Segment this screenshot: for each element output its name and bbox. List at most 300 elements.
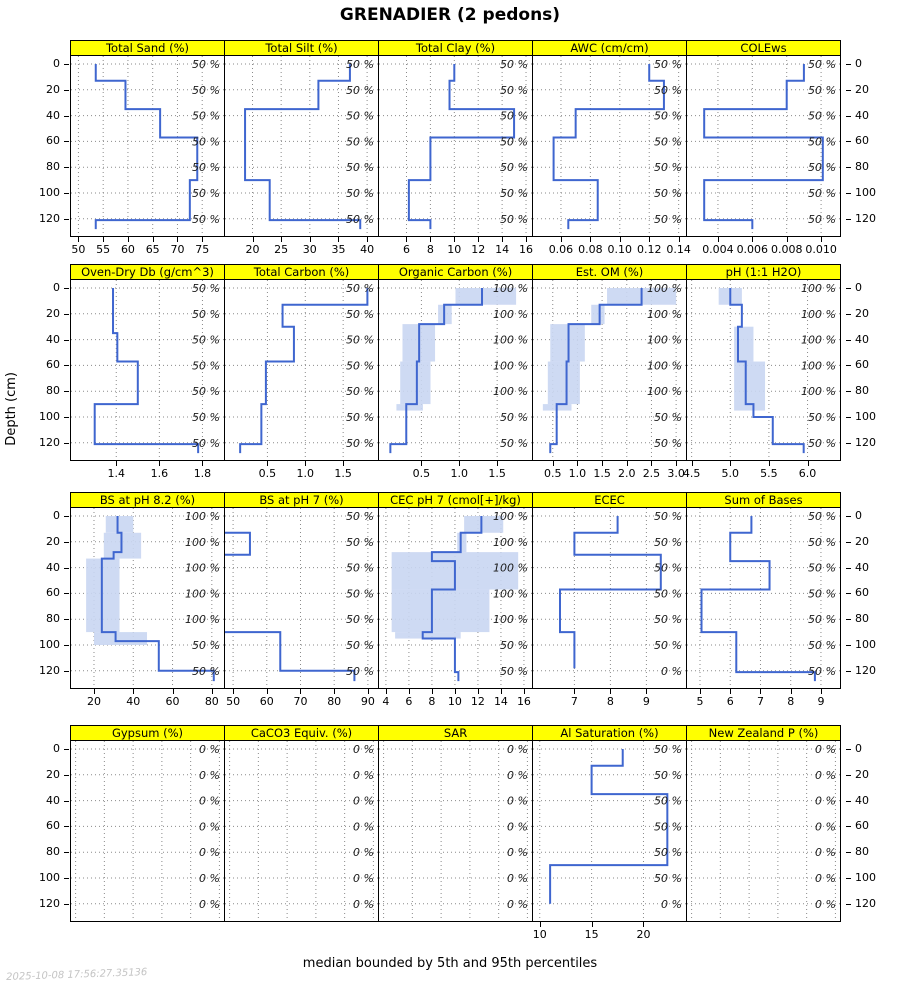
percent-label: 50 % [654, 212, 682, 226]
percent-label: 50 % [346, 359, 374, 373]
percent-label: 50 % [346, 333, 374, 347]
panel-title: BS at pH 8.2 (%) [99, 493, 196, 507]
depth-tick-mark [846, 826, 851, 827]
depth-tick-label: 120 [855, 663, 876, 677]
panel-plot-area [224, 280, 379, 461]
depth-tick-label: 0 [855, 509, 862, 522]
x-tick-mark [478, 237, 479, 242]
x-tick-label: 35 [331, 243, 346, 256]
panel-strip [70, 492, 225, 508]
x-tick-label: 6.0 [798, 467, 817, 480]
x-tick-label: 1.5 [593, 467, 611, 480]
depth-tick-label: 40 [46, 560, 60, 574]
panel-title: COLEws [740, 41, 787, 55]
depth-tick-label: 40 [46, 108, 60, 122]
depth-tick-label: 80 [46, 384, 60, 398]
depth-tick-label: 20 [855, 767, 869, 781]
depth-tick-mark [846, 90, 851, 91]
x-tick-mark [787, 237, 788, 242]
depth-tick-mark [64, 775, 69, 776]
percent-label: 50 % [808, 510, 836, 523]
percent-label: 100 % [493, 535, 528, 549]
panel-ecec [532, 492, 687, 715]
depth-tick-label: 120 [855, 896, 876, 910]
x-tick-label: 0.06 [548, 243, 574, 256]
x-tick-mark [718, 237, 719, 242]
depth-tick-label: 40 [855, 108, 869, 122]
depth-tick-mark [846, 801, 851, 802]
x-tick-label: 15 [584, 928, 599, 941]
percent-label: 100 % [493, 613, 528, 627]
x-tick-mark [646, 689, 647, 694]
panel-canvas [533, 508, 686, 687]
depth-tick-mark [64, 826, 69, 827]
panel-canvas [225, 280, 378, 459]
panel-x-axis [686, 237, 841, 263]
percent-label: 100 % [647, 385, 682, 399]
x-tick-label: 0.006 [736, 243, 769, 256]
panel-x-axis [532, 689, 687, 715]
x-tick-mark [267, 689, 268, 694]
percent-label: 50 % [808, 561, 836, 575]
x-tick-mark [454, 237, 455, 242]
depth-tick-mark [64, 878, 69, 879]
percent-label: 100 % [185, 510, 220, 523]
panel-plot-area [70, 741, 225, 922]
panel-bs-at-ph-7 [224, 492, 379, 715]
x-tick-label: 80 [327, 695, 342, 708]
x-tick-label: 1.4 [107, 467, 125, 480]
x-tick-mark [497, 461, 498, 466]
x-tick-mark [590, 237, 591, 242]
percent-label: 100 % [493, 561, 528, 575]
depth-tick-mark [846, 365, 851, 366]
percent-label: 50 % [654, 613, 682, 627]
percent-label: 50 % [346, 411, 374, 424]
percent-label: 50 % [500, 639, 528, 652]
panel-x-axis [532, 237, 691, 263]
depth-tick-label: 80 [46, 160, 60, 174]
x-tick-mark [651, 461, 652, 466]
panel-canvas [71, 741, 224, 920]
panel-total-sand [70, 40, 225, 263]
x-tick-mark [281, 237, 282, 242]
percent-label: 50 % [192, 58, 220, 71]
x-tick-mark [133, 689, 134, 694]
x-tick-mark [649, 237, 650, 242]
depth-tick-mark [64, 443, 69, 444]
panel-x-axis [532, 461, 687, 487]
x-tick-mark [769, 461, 770, 466]
panel-canvas [687, 280, 840, 459]
percent-label: 50 % [654, 187, 682, 200]
x-tick-mark [700, 689, 701, 694]
panel-strip [686, 492, 841, 508]
percent-label: 50 % [346, 282, 374, 295]
depth-tick-mark [64, 365, 69, 366]
depth-tick-mark [64, 288, 69, 289]
x-tick-mark [173, 689, 174, 694]
depth-tick-mark [64, 749, 69, 750]
percent-label: 0 % [353, 846, 374, 860]
panel-bs-at-ph-8-2 [70, 492, 225, 715]
percent-label: 50 % [346, 385, 374, 399]
x-tick-mark [526, 237, 527, 242]
depth-tick-label: 120 [39, 663, 60, 677]
percent-label: 0 % [353, 820, 374, 834]
x-tick-mark [432, 689, 433, 694]
depth-tick-mark [64, 568, 69, 569]
percentile-band [548, 362, 580, 405]
percent-label: 100 % [647, 282, 682, 295]
depth-tick-label: 60 [855, 358, 869, 372]
panel-row-3 [30, 492, 885, 717]
percent-label: 50 % [654, 510, 682, 523]
percent-label: 50 % [346, 561, 374, 575]
depth-tick-mark [846, 619, 851, 620]
x-tick-label: 16 [516, 695, 531, 708]
percent-label: 100 % [493, 510, 528, 523]
x-tick-label: 0.5 [543, 467, 562, 480]
panel-sar [378, 725, 533, 948]
percent-label: 0 % [815, 846, 836, 860]
panel-canvas [71, 280, 224, 459]
x-tick-label: 14 [493, 695, 508, 708]
percent-label: 50 % [808, 187, 836, 200]
panel-x-axis [686, 689, 841, 715]
percent-label: 50 % [654, 846, 682, 860]
panel-x-axis [224, 237, 379, 263]
x-tick-mark [553, 461, 554, 466]
depth-tick-label: 40 [46, 793, 60, 807]
x-tick-mark [502, 237, 503, 242]
depth-tick-mark [846, 391, 851, 392]
depth-tick-label: 80 [46, 612, 60, 626]
panel-canvas [379, 508, 532, 687]
depth-tick-mark [846, 417, 851, 418]
x-tick-label: 60 [259, 695, 274, 708]
x-tick-mark [430, 237, 431, 242]
percent-label: 50 % [346, 307, 374, 321]
depth-tick-mark [64, 219, 69, 220]
panel-al-saturation [532, 725, 687, 948]
percent-label: 50 % [192, 436, 220, 450]
panel-awc-cm-cm [532, 40, 691, 263]
panel-x-axis [70, 237, 225, 263]
panel-x-axis [70, 922, 225, 948]
panel-title: pH (1:1 H2O) [725, 265, 802, 279]
x-tick-label: 1.6 [150, 467, 169, 480]
percent-label: 0 % [507, 872, 528, 885]
depth-tick-mark [64, 904, 69, 905]
percent-label: 0 % [353, 743, 374, 756]
x-tick-mark [459, 461, 460, 466]
percent-label: 50 % [346, 135, 374, 149]
panel-strip [532, 492, 687, 508]
depth-tick-label: 0 [855, 57, 862, 70]
panel-plot-area [70, 508, 225, 689]
panel-strip [224, 264, 379, 280]
x-tick-mark [540, 922, 541, 927]
panel-x-axis [378, 237, 533, 263]
percent-label: 0 % [199, 846, 220, 860]
depth-tick-mark [846, 568, 851, 569]
depth-tick-mark [846, 645, 851, 646]
median-line [702, 516, 815, 681]
x-tick-mark [78, 237, 79, 242]
panel-gypsum [70, 725, 225, 948]
percent-label: 50 % [654, 872, 682, 885]
percent-label: 50 % [654, 794, 682, 808]
x-tick-mark [455, 689, 456, 694]
percent-label: 50 % [500, 109, 528, 123]
depth-tick-label: 60 [855, 819, 869, 833]
median-line [225, 516, 354, 681]
percent-label: 100 % [185, 561, 220, 575]
x-tick-label: 5.5 [760, 467, 778, 480]
x-tick-label: 14 [495, 243, 510, 256]
percent-label: 50 % [346, 83, 374, 97]
median-line [554, 64, 664, 229]
x-tick-mark [153, 237, 154, 242]
panel-x-axis [70, 461, 225, 487]
x-tick-mark [760, 689, 761, 694]
depth-tick-mark [64, 852, 69, 853]
percent-label: 0 % [199, 743, 220, 756]
percent-label: 0 % [353, 794, 374, 808]
percent-label: 50 % [654, 768, 682, 782]
depth-tick-mark [846, 593, 851, 594]
percent-label: 50 % [192, 664, 220, 678]
x-tick-label: 0.004 [702, 243, 734, 256]
panel-canvas [687, 508, 840, 687]
depth-tick-label: 40 [46, 332, 60, 346]
percent-label: 50 % [346, 212, 374, 226]
x-tick-label: 6 [402, 243, 410, 256]
depth-tick-mark [64, 645, 69, 646]
depth-tick-mark [846, 219, 851, 220]
percent-label: 0 % [507, 743, 528, 756]
depth-tick-label: 80 [46, 845, 60, 859]
depth-tick-mark [64, 340, 69, 341]
panel-title: Est. OM (%) [575, 265, 644, 279]
percent-label: 50 % [500, 161, 528, 175]
percent-label: 50 % [808, 83, 836, 97]
x-tick-label: 0.10 [607, 243, 633, 256]
x-tick-mark [202, 461, 203, 466]
panel-strip [70, 725, 225, 741]
x-tick-label: 8 [606, 695, 614, 708]
x-tick-label: 65 [145, 243, 160, 256]
percent-label: 50 % [500, 212, 528, 226]
percent-label: 50 % [500, 135, 528, 149]
panel-title: Total Clay (%) [415, 41, 496, 55]
percent-label: 50 % [654, 411, 682, 424]
depth-tick-mark [64, 193, 69, 194]
x-tick-mark [501, 689, 502, 694]
depth-axis-left [30, 264, 70, 464]
x-tick-label: 25 [274, 243, 289, 256]
panel-canvas [533, 280, 686, 459]
depth-tick-mark [64, 314, 69, 315]
percent-label: 100 % [493, 587, 528, 601]
percent-label: 100 % [185, 587, 220, 601]
x-tick-label: 2.0 [618, 467, 636, 480]
x-tick-label: 20 [636, 928, 651, 941]
percent-label: 100 % [647, 307, 682, 321]
depth-tick-label: 0 [53, 742, 60, 755]
percent-label: 50 % [654, 561, 682, 575]
x-tick-label: 50 [71, 243, 86, 256]
depth-tick-label: 100 [855, 871, 876, 884]
percent-label: 0 % [815, 872, 836, 885]
panel-strip [224, 40, 379, 56]
x-tick-mark [406, 237, 407, 242]
panel-strip [70, 264, 225, 280]
percent-label: 50 % [654, 587, 682, 601]
percent-label: 50 % [346, 161, 374, 175]
panel-colews [686, 40, 841, 263]
percent-label: 50 % [500, 187, 528, 200]
panel-strip [532, 264, 687, 280]
panel-row-1 [30, 40, 885, 265]
depth-tick-label: 100 [39, 410, 60, 423]
percent-label: 100 % [493, 359, 528, 373]
panel-row-2 [30, 264, 885, 489]
caption: median bounded by 5th and 95th percentiles [302, 956, 598, 971]
panel-canvas [225, 508, 378, 687]
depth-tick-label: 20 [46, 767, 60, 781]
x-tick-label: 0.08 [578, 243, 603, 256]
panel-title: Total Sand (%) [105, 41, 189, 55]
panel-canvas [379, 280, 532, 459]
depth-tick-mark [846, 340, 851, 341]
y-axis-title: Depth (cm) [4, 372, 19, 446]
x-tick-mark [103, 237, 104, 242]
depth-tick-mark [846, 775, 851, 776]
percent-label: 100 % [801, 385, 836, 399]
panel-title: Total Silt (%) [265, 41, 338, 55]
x-tick-label: 60 [165, 695, 180, 708]
x-tick-mark [730, 461, 731, 466]
x-tick-mark [202, 237, 203, 242]
depth-tick-label: 100 [39, 186, 60, 199]
panel-canvas [533, 741, 686, 920]
depth-tick-mark [846, 141, 851, 142]
panel-plot-area [532, 508, 687, 689]
x-tick-mark [620, 237, 621, 242]
percent-label: 50 % [808, 109, 836, 123]
x-tick-mark [116, 461, 117, 466]
x-tick-label: 0.008 [770, 243, 803, 256]
percent-label: 50 % [346, 639, 374, 652]
chart-title: GRENADIER (2 pedons) [339, 5, 561, 25]
percent-label: 50 % [808, 664, 836, 678]
panel-total-clay [378, 40, 533, 263]
x-tick-label: 1.0 [450, 467, 469, 480]
x-tick-label: 4.5 [682, 467, 701, 480]
panel-x-axis [224, 689, 379, 715]
x-tick-label: 40 [360, 243, 375, 256]
x-tick-mark [159, 461, 160, 466]
depth-tick-mark [64, 141, 69, 142]
depth-tick-label: 100 [855, 186, 876, 199]
panel-strip [686, 264, 841, 280]
percent-label: 50 % [192, 109, 220, 123]
x-tick-mark [177, 237, 178, 242]
x-tick-mark [300, 689, 301, 694]
depth-tick-label: 40 [855, 332, 869, 346]
depth-tick-mark [846, 64, 851, 65]
panel-x-axis [378, 922, 533, 948]
depth-tick-label: 20 [855, 82, 869, 96]
depth-tick-mark [846, 193, 851, 194]
x-tick-label: 8 [426, 243, 434, 256]
percent-label: 50 % [346, 664, 374, 678]
x-tick-mark [338, 237, 339, 242]
median-line [96, 64, 198, 229]
percent-label: 50 % [346, 587, 374, 601]
panel-canvas [379, 741, 532, 920]
percent-label: 50 % [346, 58, 374, 71]
median-line [704, 64, 823, 229]
panel-plot-area [378, 280, 533, 461]
panel-x-axis [682, 461, 841, 487]
depth-tick-label: 0 [53, 281, 60, 294]
depth-tick-mark [846, 852, 851, 853]
depth-tick-mark [846, 878, 851, 879]
x-tick-mark [821, 689, 822, 694]
x-tick-mark [253, 237, 254, 242]
panel-x-axis [70, 689, 225, 715]
x-tick-label: 12 [470, 695, 485, 708]
depth-tick-label: 120 [39, 896, 60, 910]
percent-label: 100 % [493, 385, 528, 399]
x-tick-mark [679, 237, 680, 242]
panel-strip [70, 40, 225, 56]
x-tick-mark [676, 461, 677, 466]
percent-label: 50 % [192, 411, 220, 424]
panel-title: CEC pH 7 (cmol[+]/kg) [390, 493, 521, 507]
percent-label: 0 % [353, 872, 374, 885]
depth-tick-mark [64, 64, 69, 65]
panel-x-axis [532, 922, 687, 948]
x-tick-label: 8 [428, 695, 436, 708]
percent-label: 0 % [199, 872, 220, 885]
panel-strip [378, 264, 533, 280]
percent-label: 50 % [808, 535, 836, 549]
panel-strip [224, 725, 379, 741]
panel-strip-container [70, 264, 841, 487]
x-tick-mark [478, 689, 479, 694]
depth-tick-mark [64, 516, 69, 517]
depth-tick-label: 60 [46, 819, 60, 833]
percent-label: 50 % [654, 109, 682, 123]
panel-total-carbon [224, 264, 379, 487]
x-tick-label: 1.5 [488, 467, 506, 480]
percent-label: 100 % [801, 282, 836, 295]
depth-axis-left [30, 40, 70, 240]
x-tick-mark [730, 689, 731, 694]
panel-row-4 [30, 725, 885, 950]
x-tick-label: 0.12 [636, 243, 662, 256]
panel-plot-area [378, 741, 533, 922]
panel-plot-area [70, 56, 225, 237]
median-line [409, 64, 514, 229]
panel-title: AWC (cm/cm) [570, 41, 649, 55]
percent-label: 50 % [808, 161, 836, 175]
x-tick-label: 70 [170, 243, 185, 256]
